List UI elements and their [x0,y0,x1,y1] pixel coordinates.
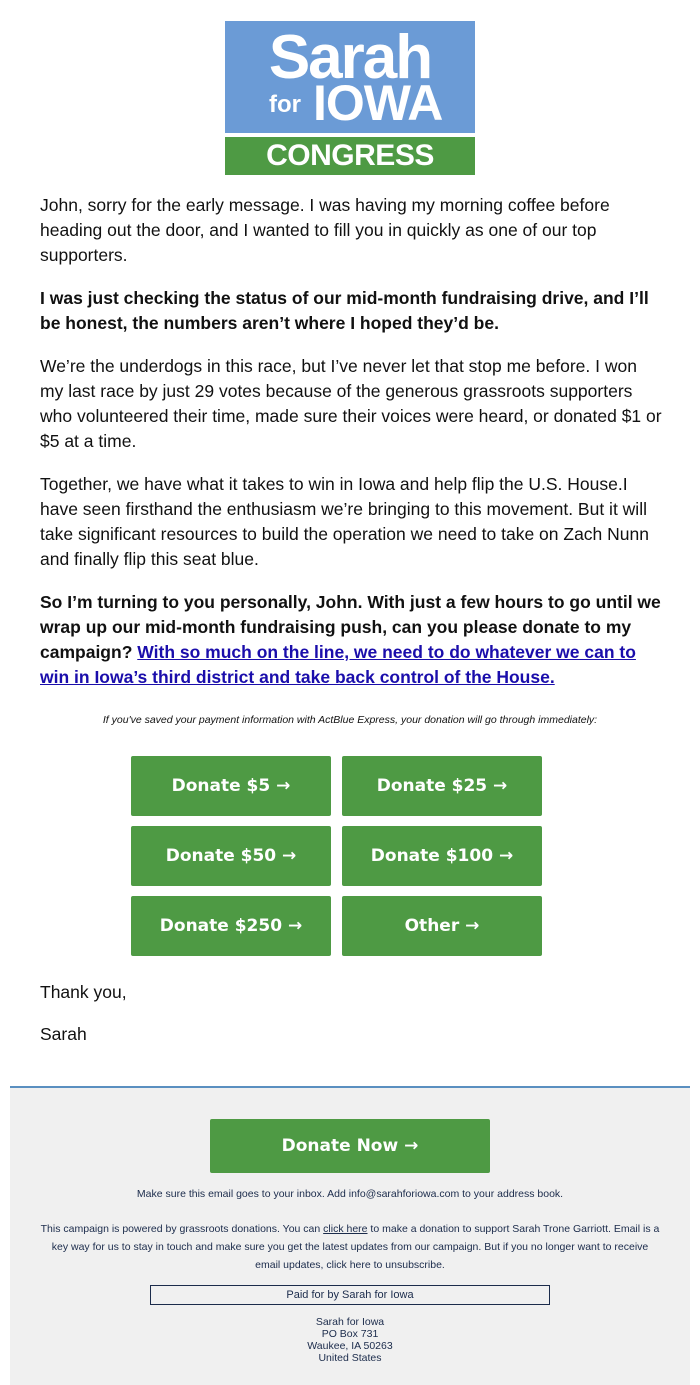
letter-paragraph-1: John, sorry for the early message. I was having my morning coffee before heading out the door, and I wanted to fill you in quickly as one of our top supporters. [40,195,610,265]
actblue-note: If you've saved your payment information with ActBlue Express, your donation will go through immediately: [102,714,598,726]
donate-appeal-link[interactable]: With so much on the line, we need to do whatever we can to win in Iowa’s third district and take back control of the House. [40,642,636,687]
logo-top [225,21,475,133]
donate-5-button[interactable]: Donate $5 → [131,756,331,816]
logo-state: IOWA [313,75,443,131]
donate-25-button[interactable]: Donate $25 → [342,756,542,816]
address-line-1: Sarah for Iowa [315,1316,385,1328]
donate-other-button[interactable]: Other → [342,896,542,956]
letter-paragraph-5 [40,590,665,690]
powered-text-end: to make a donation to support Sarah Trone Garriott. Email is a key way for us to stay in touch and make sure you get the latest updates from our campaign. But if you no longer want to receive email updates, click here to unsubscribe. [51,1223,660,1271]
closing-thanks: Thank you, [40,982,127,1002]
signature: Sarah [40,1024,87,1044]
appeal-text: So I’m turning to you personally, John. With just a few hours to go until we wrap up our mid-month fundraising push, can you please donate to my campaign? [40,592,661,662]
donate-50-button[interactable]: Donate $50 → [131,826,331,886]
logo-for: for [269,91,301,118]
address-line-3: Waukee, IA 50263 [307,1340,393,1352]
inbox-notice: Make sure this email goes to your inbox. Add info@sarahforiowa.com to your address book. [136,1188,564,1200]
address-line-2: PO Box 731 [321,1328,379,1340]
logo-name: Sarah [268,23,432,92]
letter-paragraph-2: I was just checking the status of our mid-month fundraising drive, and I’ll be honest, the numbers aren’t where I hoped they’d be. [40,288,649,333]
click-here-link[interactable]: click here [323,1223,368,1235]
campaign-logo [225,21,475,175]
email-footer [10,1086,690,1385]
donate-250-button[interactable]: Donate $250 → [131,896,331,956]
letter-paragraph-3: We’re the underdogs in this race, but I’ve never let that stop me before. I won my last race by just 29 votes because of the generous grassroots supporters who volunteered their time, made sure their voices were heard, or donated $1 or $5 at a time. [40,356,662,451]
address-line-4: United States [318,1352,382,1364]
donate-100-button[interactable]: Donate $100 → [342,826,542,886]
paid-for-disclaimer: Paid for by Sarah for Iowa [150,1285,550,1305]
donate-now-button[interactable]: Donate Now → [210,1119,490,1173]
footer-powered-text [40,1220,660,1274]
powered-text-start: This campaign is powered by grassroots donations. You can [40,1223,324,1235]
letter-paragraph-4: Together, we have what it takes to win in Iowa and help flip the U.S. House.I have seen firsthand the enthusiasm we’re bringing to this movement. But it will take significant resources to build the operation we need to take on Zach Nunn and finally flip this seat blue. [40,474,649,569]
logo-congress: CONGRESS [225,137,475,175]
